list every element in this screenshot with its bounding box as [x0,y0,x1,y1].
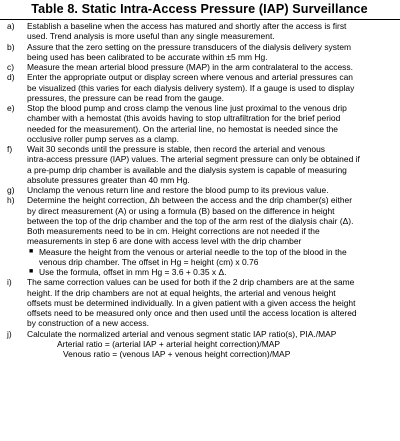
step-list [5,21,394,359]
step-line: between the top of the drip chamber and the top of the arm rest of the dialysis chair (Δ). [27,215,354,226]
step-line: be visualized (this varies for each dialysis delivery system). If a gauge is used to display [27,82,355,93]
step-c [5,62,394,72]
step-line: Stop the blood pump and cross clamp the venous line just proximal to the venous drip [27,103,347,113]
step-text [27,195,394,277]
step-line: Unclamp the venous return line and restore the blood pump to its previous value. [27,185,329,195]
step-line: by construction of a new access. [27,318,149,329]
step-letter: c) [7,62,15,72]
step-text [27,42,394,63]
step-line: occlusive roller pump serves as a clamp. [27,133,179,144]
step-text [27,329,394,360]
step-line: absolute pressures greater than 40 mm Hg. [27,174,190,185]
step-j [5,329,394,360]
step-letter: h) [7,195,15,206]
step-h [5,195,394,277]
step-line: Wait 30 seconds until the pressure is stable, then record the arterial and venous [27,144,325,154]
step-line: used. Trend analysis is more useful than any single measurement. [27,31,275,42]
bullet-text [39,247,347,268]
table-title: Table 8. Static Intra-Access Pressure (IAP) Surveillance [31,2,368,16]
venous-ratio-formula: Venous ratio = (venous IAP + venous height correction)/MAP [63,349,291,359]
arterial-ratio-formula: Arterial ratio = (arterial IAP + arterial height correction)/MAP [57,338,281,349]
step-text [27,62,394,72]
step-line: intra-access pressure (IAP) values. The arterial segment pressure can only be obtained if [27,154,360,165]
step-b [5,42,394,63]
step-text [27,185,394,195]
step-line: Enter the appropriate output or display screen where venous and arterial pressures can [27,72,353,83]
step-letter: b) [7,41,15,52]
step-a [5,21,394,42]
step-line: Assure that the zero setting on the pressure transducers of the dialysis delivery system [27,41,352,52]
step-line: measurements in step 6 are done with access level with the drip chamber [27,236,302,247]
step-line: Measure the mean arterial blood pressure (MAP) in the arm contralateral to the access. [27,62,353,72]
bullet-item [27,267,394,277]
step-text [27,144,394,185]
bullet-line: Use the formula, offset in mm Hg = 3.6 + 0.35 x Δ. [39,267,227,277]
step-line: chamber with a hemostat (this avoids having to stop ultrafiltration for the brief period [27,113,341,124]
step-line: offsets need to be measured only once and then used until the access location is altered [27,308,357,318]
step-line: needed for the measurement). On the arterial line, no hemostat is needed since the [27,123,338,134]
step-f [5,144,394,185]
step-letter: f) [7,144,13,154]
bullet-line: Measure the height from the venous or arterial needle to the top of the blood in the [39,246,347,257]
step-letter: j) [7,328,12,339]
step-letter: a) [7,21,15,31]
step-line: Determine the height correction, Δh between the access and the drip chamber(s) either [27,195,353,206]
step-line: a pre-pump drip chamber is available and the dialysis system is capable of measuring [27,164,347,175]
step-line: Calculate the normalized arterial and venous segment static IAP ratio(s), PIA./MAP [27,328,337,339]
step-line: being used has been calibrated to be accurate within ±5 mm Hg. [27,51,268,62]
bullet-line: venous drip chamber. The offset in Hg = height (cm) x 0.76 [39,256,259,267]
step-text [27,103,394,144]
bullet-item [27,247,394,268]
step-letter: i) [7,277,12,288]
step-text [27,21,394,42]
step-d [5,72,394,103]
step-line: by direct measurement (A) or using a formula (B) based on the difference in height [27,205,335,216]
step-line: Establish a baseline when the access has matured and shortly after the access is first [27,21,347,31]
step-line: Both measurements need to be in cm. Height corrections are not needed if the [27,226,320,236]
step-i [5,277,394,328]
step-line: offsets must be determined individually. In a given patient with a given access the height [27,297,356,308]
step-e [5,103,394,144]
step-line: height. If the drip chambers are not at equal heights, the arterial and venous height [27,287,336,298]
step-letter: g) [7,185,15,195]
bullet-text [39,267,226,277]
step-g [5,185,394,195]
step-line: The same correction values can be used for both if the 2 drip chambers are at the same [27,277,355,288]
square-bullet-icon: ■ [29,247,34,255]
step-letter: e) [7,103,15,113]
step-letter: d) [7,72,15,83]
step-text [27,277,394,328]
step-text [27,72,394,103]
step-line: pressures, the pressure can be read from the gauge. [27,92,224,103]
title-divider [0,19,400,20]
square-bullet-icon: ■ [29,268,34,275]
